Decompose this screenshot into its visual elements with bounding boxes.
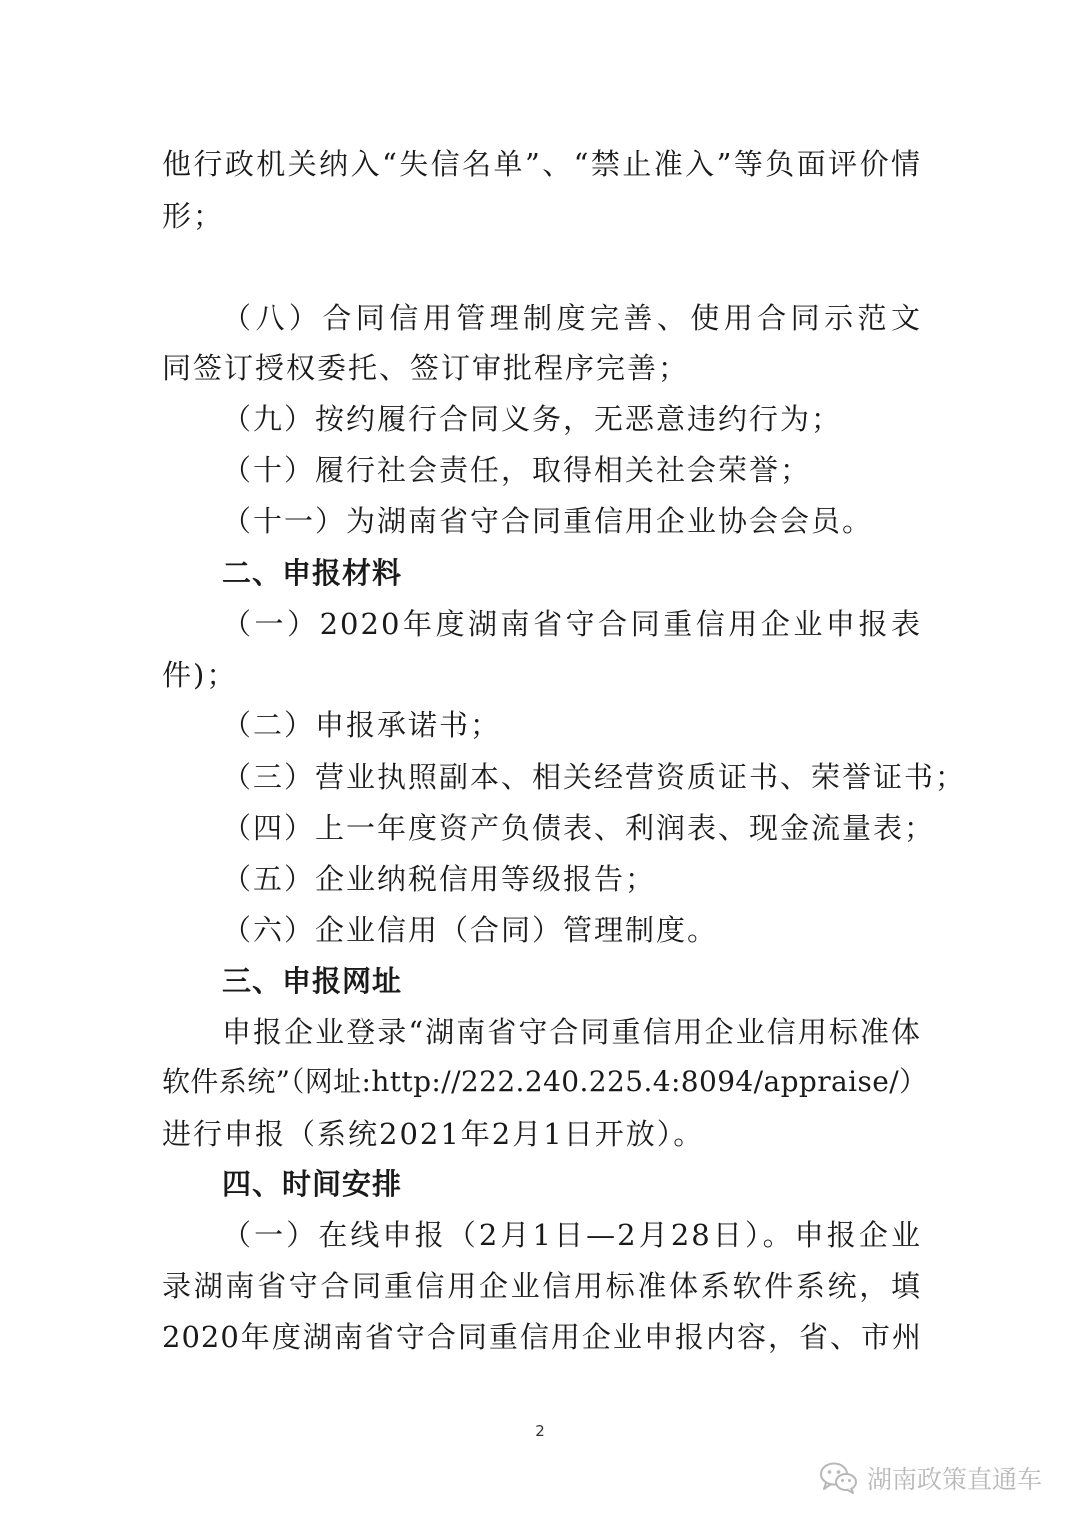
section-heading: 二、申报材料 bbox=[222, 556, 403, 590]
text-line: 同签订授权委托、签订审批程序完善； bbox=[162, 351, 690, 385]
text-line: （十）履行社会责任，取得相关社会荣誉； bbox=[222, 453, 812, 487]
wechat-icon bbox=[819, 1461, 859, 1495]
text-line: （二）申报承诺书； bbox=[222, 708, 502, 742]
text-line: （九）按约履行合同义务，无恶意违约行为； bbox=[222, 402, 843, 436]
text-line: 他行政机关纳入“失信名单”、“禁止准入”等负面评价情 bbox=[162, 147, 922, 181]
text-line: 进行申报（系统2021年2月1日开放）。 bbox=[162, 1117, 705, 1151]
text-line: （十一）为湖南省守合同重信用企业协会会员。 bbox=[222, 504, 874, 538]
text-line: （一）2020年度湖南省守合同重信用企业申报表 bbox=[222, 607, 922, 641]
text-line: 申报企业登录“湖南省守合同重信用企业信用标准体 bbox=[222, 1015, 922, 1049]
page-number: 2 bbox=[535, 1422, 545, 1440]
section-heading: 四、时间安排 bbox=[222, 1167, 403, 1201]
section-heading: 三、申报网址 bbox=[222, 964, 403, 998]
watermark-text: 湖南政策直通车 bbox=[866, 1465, 1042, 1494]
text-line: （一）在线申报（2月1日—2月28日）。申报企业 bbox=[222, 1218, 922, 1252]
text-line: 录湖南省守合同重信用企业信用标准体系软件系统，填 bbox=[162, 1269, 922, 1303]
text-line: 形； bbox=[162, 199, 225, 233]
text-line: （五）企业纳税信用等级报告； bbox=[222, 862, 657, 896]
text-line: 件)； bbox=[162, 658, 238, 692]
text-line: （三）营业执照副本、相关经营资质证书、荣誉证书； bbox=[222, 760, 967, 794]
text-line: （六）企业信用（合同）管理制度。 bbox=[222, 913, 719, 947]
watermark bbox=[819, 1458, 1042, 1498]
text-line-url: 软件系统”（网址:http://222.240.225.4:8094/appraise/） bbox=[162, 1065, 928, 1098]
text-line: 2020年度湖南省守合同重信用企业申报内容，省、市州 bbox=[162, 1320, 922, 1354]
text-line: （八）合同信用管理制度完善、使用合同示范文 bbox=[222, 301, 922, 335]
text-line: （四）上一年度资产负债表、利润表、现金流量表； bbox=[222, 811, 936, 845]
